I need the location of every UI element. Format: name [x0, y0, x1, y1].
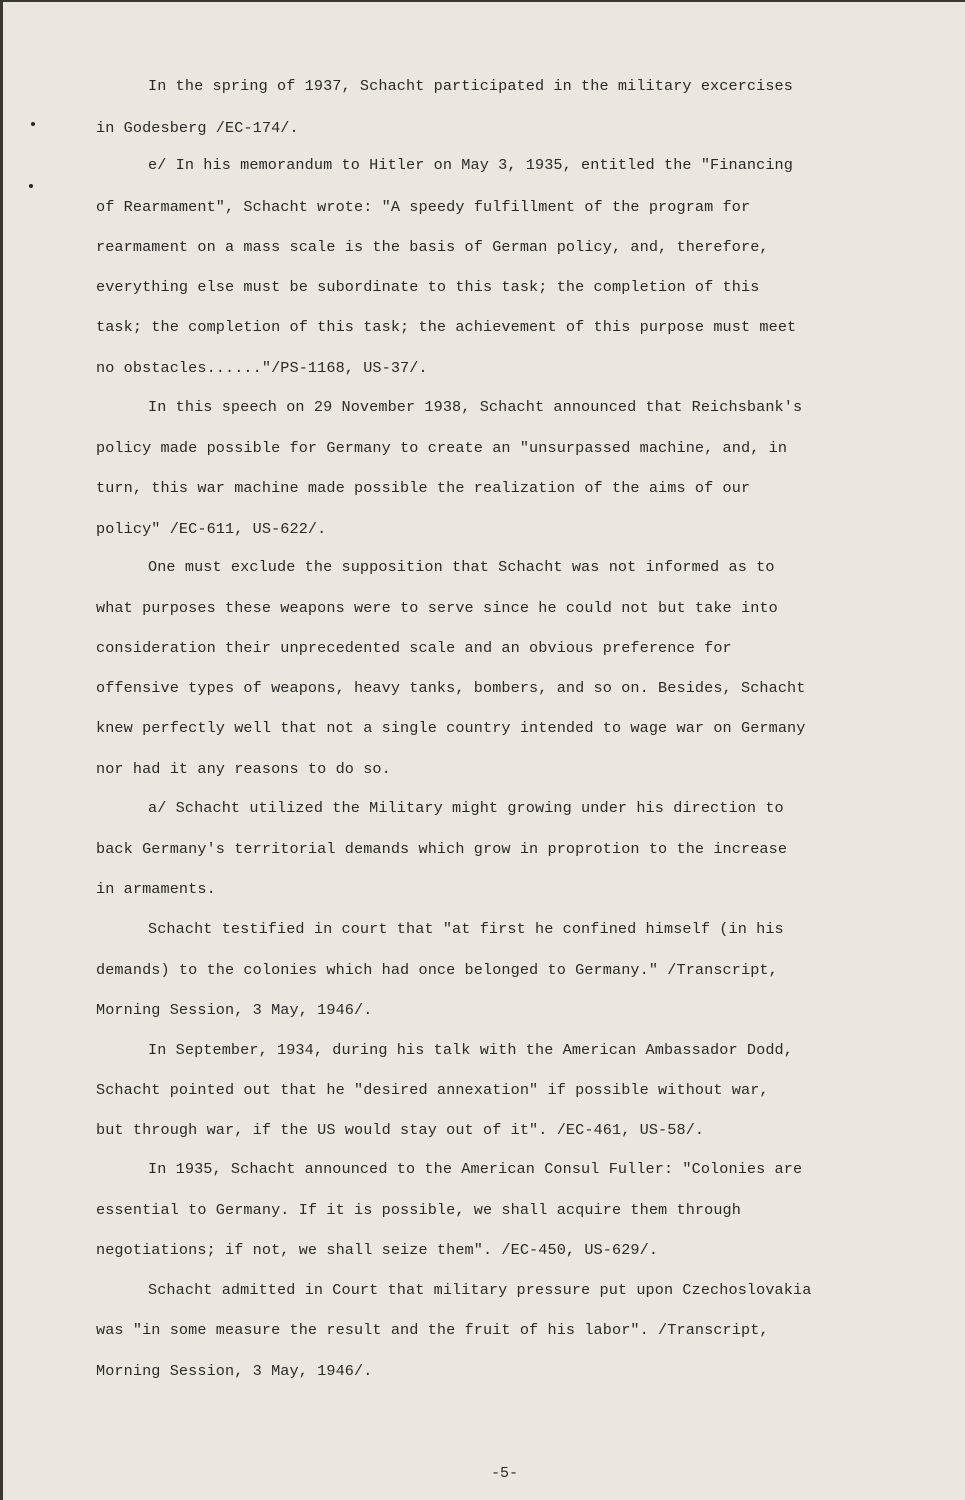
text-line: turn, this war machine made possible the realization of the aims of our	[96, 479, 751, 497]
text-line: One must exclude the supposition that Schacht was not informed as to	[148, 558, 775, 576]
text-line: rearmament on a mass scale is the basis of German policy, and, therefore,	[96, 238, 769, 256]
text-line: Morning Session, 3 May, 1946/.	[96, 1362, 373, 1380]
text-line: what purposes these weapons were to serve since he could not but take into	[96, 599, 778, 617]
text-line: was "in some measure the result and the fruit of his labor". /Transcript,	[96, 1321, 769, 1339]
text-line: consideration their unprecedented scale and an obvious preference for	[96, 639, 732, 657]
text-line: offensive types of weapons, heavy tanks, bombers, and so on. Besides, Schacht	[96, 679, 806, 697]
text-line: essential to Germany. If it is possible, we shall acquire them through	[96, 1201, 741, 1219]
text-line: in Godesberg /EC-174/.	[96, 119, 299, 137]
margin-mark	[29, 184, 33, 188]
text-line: e/ In his memorandum to Hitler on May 3, 1935, entitled the "Financing	[148, 156, 793, 174]
page-number: -5-	[490, 1465, 518, 1482]
text-line: task; the completion of this task; the achievement of this purpose must meet	[96, 318, 797, 336]
text-line: demands) to the colonies which had once belonged to Germany." /Transcript,	[96, 961, 778, 979]
text-line: policy made possible for Germany to create an "unsurpassed machine, and, in	[96, 439, 788, 457]
text-line: Schacht testified in court that "at first he confined himself (in his	[148, 920, 784, 938]
text-line: in armaments.	[96, 880, 216, 898]
text-line: Schacht admitted in Court that military pressure put upon Czechoslovakia	[148, 1281, 812, 1299]
text-line: of Rearmament", Schacht wrote: "A speedy fulfillment of the program for	[96, 198, 751, 216]
text-line: In 1935, Schacht announced to the American Consul Fuller: "Colonies are	[148, 1160, 803, 1178]
text-line: nor had it any reasons to do so.	[96, 760, 391, 778]
text-line: negotiations; if not, we shall seize them". /EC-450, US-629/.	[96, 1241, 659, 1259]
text-line: no obstacles......"/PS-1168, US-37/.	[96, 359, 428, 377]
text-line: knew perfectly well that not a single country intended to wage war on Germany	[96, 719, 806, 737]
text-line: everything else must be subordinate to this task; the completion of this	[96, 278, 760, 296]
text-line: In September, 1934, during his talk with the American Ambassador Dodd,	[148, 1041, 793, 1059]
text-line: but through war, if the US would stay out of it". /EC-461, US-58/.	[96, 1121, 705, 1139]
text-line: Schacht pointed out that he "desired annexation" if possible without war,	[96, 1081, 769, 1099]
text-line: policy" /EC-611, US-622/.	[96, 520, 327, 538]
text-line: a/ Schacht utilized the Military might growing under his direction to	[148, 799, 784, 817]
text-line: back Germany's territorial demands which grow in proprotion to the increase	[96, 840, 788, 858]
text-line: Morning Session, 3 May, 1946/.	[96, 1001, 373, 1019]
text-line: In this speech on 29 November 1938, Schacht announced that Reichsbank's	[148, 398, 803, 416]
text-line: In the spring of 1937, Schacht participated in the military excercises	[148, 77, 793, 95]
margin-mark	[31, 122, 35, 126]
